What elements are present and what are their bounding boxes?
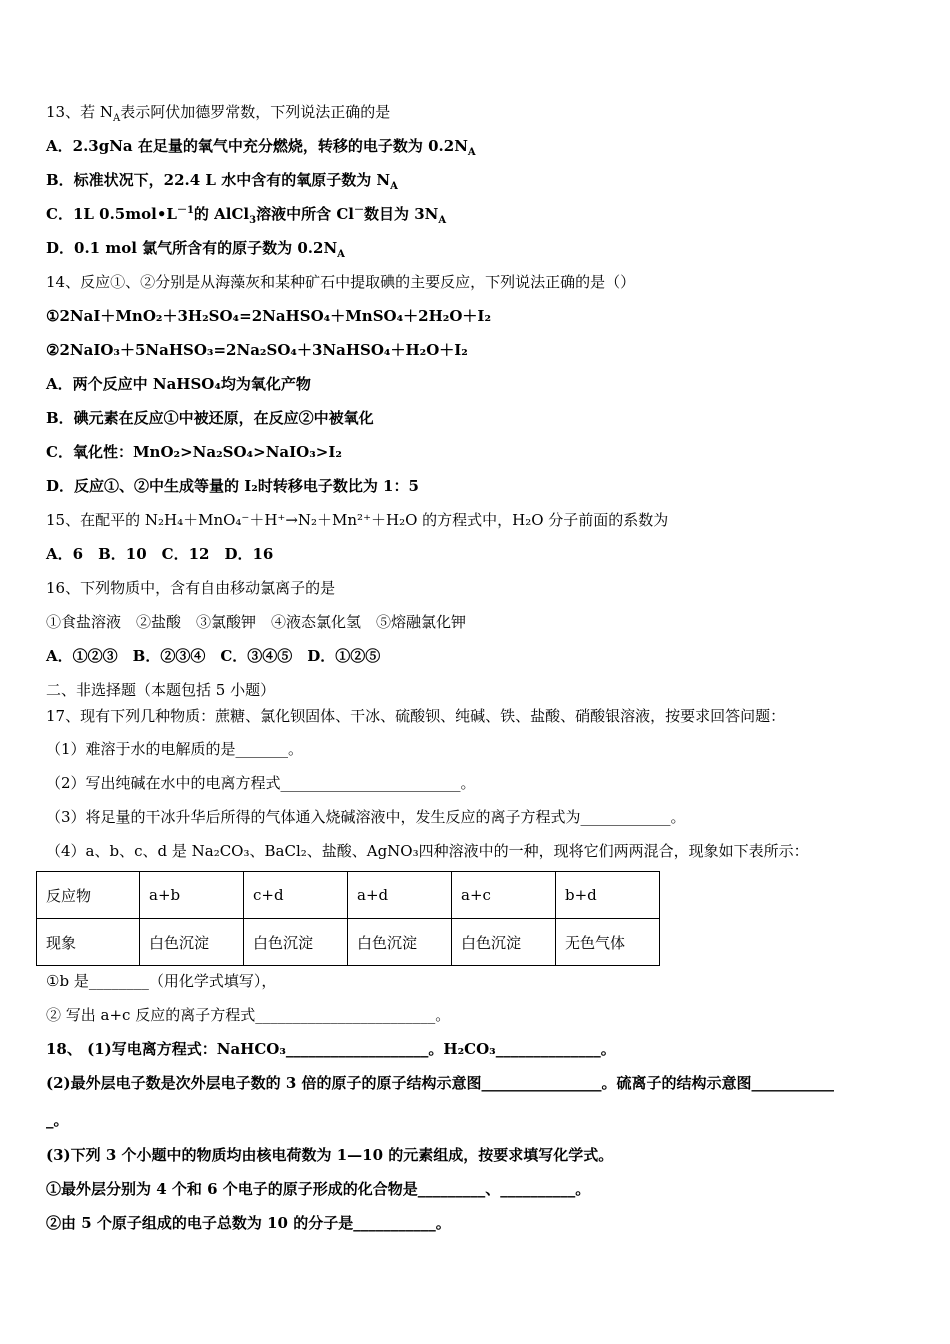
q15-options: A．6 B．10 C．12 D．16 xyxy=(46,545,274,563)
table-row xyxy=(37,872,660,919)
q18-part-2: (2)最外层电子数是次外层电子数的 3 倍的原子的原子结构示意图________________。硫离子的结构示意图___________ xyxy=(46,1074,835,1092)
table-cell: 白色沉淀 xyxy=(140,919,244,966)
q13-option-a: A．2.3gNa 在足量的氧气中充分燃烧，转移的电子数为 $0.2N_A$ xyxy=(46,137,476,158)
q14-option-c: C．氧化性：MnO₂>Na₂SO₄>NaIO₃>I₂ xyxy=(46,443,342,461)
q17-part-3: （3）将足量的干冰升华后所得的气体通入烧碱溶液中，发生反应的离子方程式为____________。 xyxy=(46,808,686,826)
table-cell: 反应物 xyxy=(37,872,140,919)
q17-sub-2: ② 写出 a+c 反应的离子方程式________________________。 xyxy=(46,1006,451,1024)
q17-part-4: （4）a、b、c、d 是 Na₂CO₃、BaCl₂、盐酸、AgNO₃四种溶液中的一种，现将它们两两混合，现象如下表所示： xyxy=(46,842,809,860)
q16-items: ①食盐溶液 ②盐酸 ③氯酸钾 ④液态氯化氢 ⑤熔融氯化钾 xyxy=(46,613,467,631)
q16-stem: 16、下列物质中，含有自由移动氯离子的是 xyxy=(46,579,336,597)
q18-sub-1: ①最外层分别为 4 个和 6 个电子的原子形成的化合物是_________、__________。 xyxy=(46,1180,591,1198)
table-cell: 白色沉淀 xyxy=(348,919,452,966)
q17-part-1: （1）难溶于水的电解质的是_______。 xyxy=(46,740,304,758)
q14-reaction-1: ①2NaI＋MnO₂＋3H₂SO₄=2NaHSO₄＋MnSO₄＋2H₂O＋I₂ xyxy=(46,307,492,325)
q13-stem: 13、若 $N_A$表示阿伏加德罗常数，下列说法正确的是 xyxy=(46,103,391,124)
q15-stem: 15、在配平的 N₂H₄＋MnO₄⁻＋H⁺→N₂＋Mn²⁺＋H₂O 的方程式中，H₂O 分子前面的系数为 xyxy=(46,511,669,529)
q18-sub-2: ②由 5 个原子组成的电子总数为 10 的分子是___________。 xyxy=(46,1214,451,1232)
table-cell: b+d xyxy=(556,872,660,919)
reaction-table xyxy=(36,871,660,966)
table-cell: a+b xyxy=(140,872,244,919)
q18-part-1: 18、 (1)写电离方程式：NaHCO₃___________________。H₂CO₃______________。 xyxy=(46,1040,616,1058)
table-cell: a+d xyxy=(348,872,452,919)
q16-options: A．①②③ B．②③④ C．③④⑤ D．①②⑤ xyxy=(46,647,381,665)
q17-sub-1: ①b 是________（用化学式填写）， xyxy=(46,972,277,990)
q14-option-a: A．两个反应中 NaHSO₄均为氧化产物 xyxy=(46,375,311,393)
section-2-heading: 二、非选择题（本题包括 5 小题） xyxy=(46,681,276,699)
q14-option-b: B．碘元素在反应①中被还原，在反应②中被氧化 xyxy=(46,409,374,427)
q17-part-2: （2）写出纯碱在水中的电离方程式________________________。 xyxy=(46,774,476,792)
q14-stem: 14、反应①、②分别是从海藻灰和某种矿石中提取碘的主要反应，下列说法正确的是（） xyxy=(46,273,636,291)
table-cell: c+d xyxy=(244,872,348,919)
q13-option-b: B．标准状况下，22.4 L 水中含有的氧原子数为 $N_A$ xyxy=(46,171,398,192)
table-cell: a+c xyxy=(452,872,556,919)
q13-option-c: C．1L $0.5mol•L^{-1}$的 AlCl$_3$溶液中所含 Cl－数目为 $3N_A$ xyxy=(46,205,447,226)
table-cell: 白色沉淀 xyxy=(244,919,348,966)
q17-stem: 17、现有下列几种物质：蔗糖、氯化钡固体、干冰、硫酸钡、纯碱、铁、盐酸、硝酸银溶液，按要求回答问题： xyxy=(46,707,786,725)
table-cell: 现象 xyxy=(37,919,140,966)
q18-part-3: (3)下列 3 个小题中的物质均由核电荷数为 1—10 的元素组成，按要求填写化学式。 xyxy=(46,1146,614,1164)
q18-part-2-cont: _。 xyxy=(46,1111,69,1129)
table-row xyxy=(37,919,660,966)
q14-option-d: D．反应①、②中生成等量的 I₂时转移电子数比为 1：5 xyxy=(46,477,419,495)
q14-reaction-2: ②2NaIO₃＋5NaHSO₃=2Na₂SO₄＋3NaHSO₄＋H₂O＋I₂ xyxy=(46,341,468,359)
table-cell: 无色气体 xyxy=(556,919,660,966)
table-cell: 白色沉淀 xyxy=(452,919,556,966)
q13-option-d: D．0.1 mol 氯气所含有的原子数为 $0.2N_A$ xyxy=(46,239,345,260)
